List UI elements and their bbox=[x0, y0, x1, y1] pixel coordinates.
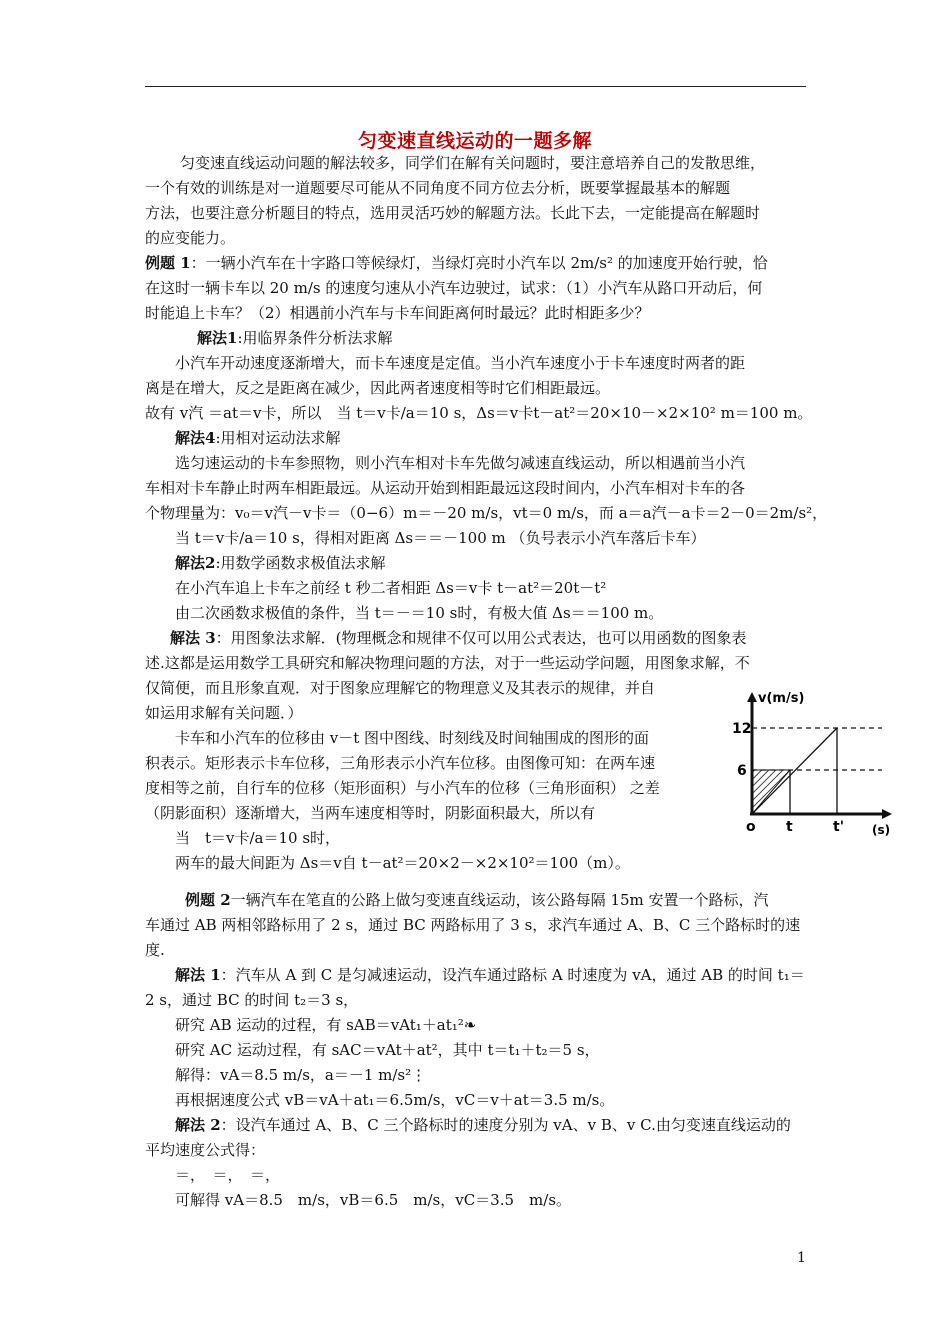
method-4-line: 选匀速运动的卡车参照物，则小汽车相对卡车先做匀减速直线运动，所以相遇前当小汽 bbox=[175, 454, 746, 472]
method-3-line: 两车的最大间距为 Δs＝v自 t－at²＝20×2－×2×10²＝100（m）。 bbox=[175, 854, 630, 872]
intro-line: 匀变速直线运动问题的解法较多，同学们在解有关问题时，要注意培养自己的发散思维， bbox=[180, 154, 766, 172]
ex2-method-1-line: 研究 AC 运动过程，有 sAC＝vAt＋at²，其中 t＝t₁＋t₂＝5 s， bbox=[175, 1041, 600, 1059]
method-1-line: 故有 v汽 ＝at＝v卡，所以 当 t＝v卡/a＝10 s，Δs＝v卡t－at²＝20×10－×2×10² m＝100 m。 bbox=[145, 404, 813, 422]
document-title: 匀变速直线运动的一题多解 bbox=[357, 130, 592, 152]
ex2-method-2-line: 可解得 vA＝8.5 m/s，vB＝6.5 m/s，vC＝3.5 m/s。 bbox=[175, 1191, 572, 1209]
example-1-line: 在这时一辆卡车以 20 m/s 的速度匀速从小汽车边驶过，试求：（1）小汽车从路口开动后，何 bbox=[145, 279, 763, 297]
x-tick-label: t bbox=[786, 819, 793, 835]
ex2-method-1-line: 解得：vA＝8.5 m/s，a＝－1 m/s²⋮ bbox=[175, 1066, 427, 1084]
method-3-line: （阴影面积）逐渐增大，当两车速度相等时，阴影面积最大，所以有 bbox=[145, 804, 596, 822]
ex2-method-2-line: ＝， ＝， ＝， bbox=[175, 1166, 281, 1184]
method-3-line: 如运用求解有关问题．） bbox=[145, 704, 303, 722]
ex2-method-2-line: 解法 2：设汽车通过 A、B、C 三个路标时的速度分别为 vA、v B、v C.由匀变速直线运动的 bbox=[175, 1116, 791, 1134]
x-tick-label: t' bbox=[833, 819, 844, 835]
velocity-time-graph bbox=[732, 686, 902, 836]
ex2-method-1-line: 2 s，通过 BC 的时间 t₂＝3 s， bbox=[145, 991, 359, 1009]
method-2-heading: 解法2:用数学函数求极值法求解 bbox=[175, 554, 386, 572]
method-3-line: 度相等之前，自行车的位移（矩形面积）与小汽车的位移（三角形面积） 之差 bbox=[145, 779, 660, 797]
example-1-line: 时能追上卡车？（2）相遇前小汽车与卡车间距离何时最远？此时相距多少？ bbox=[145, 304, 650, 322]
method-3-line: 述.这都是运用数学工具研究和解决物理问题的方法，对于一些运动学问题，用图象求解，不 bbox=[145, 654, 750, 672]
y-axis-label: v(m/s) bbox=[758, 691, 805, 706]
ex2-method-1-line: 研究 AB 运动的过程，有 sAB＝vAt₁＋at₁²❧ bbox=[175, 1016, 477, 1034]
ex2-method-2-line: 平均速度公式得： bbox=[145, 1141, 266, 1159]
method-3-line: 仅简便，而且形象直观．对于图象应理解它的物理意义及其表示的规律，并自 bbox=[145, 679, 656, 697]
x-axis-arrow bbox=[882, 809, 892, 819]
intro-line: 方法，也要注意分析题目的特点，选用灵活巧妙的解题方法。长此下去，一定能提高在解题时 bbox=[145, 204, 761, 222]
x-axis-label: (s) bbox=[872, 823, 891, 836]
method-4-heading: 解法4:用相对运动法求解 bbox=[175, 429, 341, 447]
ex2-method-1-line: 解法 1：汽车从 A 到 C 是匀减速运动，设汽车通过路标 A 时速度为 vA，通过 AB 的时间 t₁＝ bbox=[175, 966, 805, 984]
intro-line: 的应变能力。 bbox=[145, 229, 236, 247]
example-2-line: 度. bbox=[145, 941, 165, 959]
intro-line: 一个有效的训练是对一道题要尽可能从不同角度不同方位去分析，既要掌握最基本的解题 bbox=[145, 179, 731, 197]
method-1-heading: 解法1:用临界条件分析法求解 bbox=[197, 329, 393, 347]
y-axis-arrow bbox=[747, 692, 757, 702]
method-4-line: 个物理量为：v₀＝v汽－v卡＝（0−6）m＝－20 m/s，vt＝0 m/s，而 a＝a汽－a卡＝2－0＝2m/s²， bbox=[145, 504, 828, 522]
method-1-line: 小汽车开动速度逐渐增大，而卡车速度是定值。当小汽车速度小于卡车速度时两者的距 bbox=[175, 354, 746, 372]
example-2-line: 例题 2一辆汽车在笔直的公路上做匀变速直线运动，该公路每隔 15m 安置一个路标，汽 bbox=[185, 891, 769, 909]
x-tick-label: o bbox=[746, 819, 756, 835]
example-1-line: 例题 1：一辆小汽车在十字路口等候绿灯，当绿灯亮时小汽车以 2m/s² 的加速度开始行驶，恰 bbox=[145, 254, 768, 272]
method-1-line: 离是在增大，反之是距离在减少，因此两者速度相等时它们相距最远。 bbox=[145, 379, 611, 397]
method-3-line: 当 t＝v卡/a＝10 s时， bbox=[175, 829, 341, 847]
method-3-line: 积表示。矩形表示卡车位移，三角形表示小汽车位移。由图像可知：在两车速 bbox=[145, 754, 656, 772]
page-number: 1 bbox=[797, 1250, 806, 1266]
method-4-line: 车相对卡车静止时两车相距最远。从运动开始到相距最远这段时间内，小汽车相对卡车的各 bbox=[145, 479, 746, 497]
method-2-line: 在小汽车追上卡车之前经 t 秒二者相距 Δs＝v卡 t－at²＝20t－t² bbox=[175, 579, 607, 597]
method-4-line: 当 t＝v卡/a＝10 s，得相对距离 Δs＝＝－100 m （负号表示小汽车落后卡车） bbox=[175, 529, 706, 547]
y-tick-label: 6 bbox=[737, 763, 747, 779]
method-3-line: 卡车和小汽车的位移由 v－t 图中图线、时刻线及时间轴围成的图形的面 bbox=[175, 729, 650, 747]
example-2-line: 车通过 AB 两相邻路标用了 2 s，通过 BC 两路标用了 3 s，求汽车通过 A、B、C 三个路标时的速 bbox=[145, 916, 801, 934]
ex2-method-1-line: 再根据速度公式 vB＝vA＋at₁＝6.5m/s，vC＝v＋at＝3.5 m/s。 bbox=[175, 1091, 615, 1109]
method-3-heading: 解法 3：用图象法求解．(物理概念和规律不仅可以用公式表达，也可以用函数的图象表 bbox=[170, 629, 747, 647]
method-2-line: 由二次函数求极值的条件，当 t＝－＝10 s时，有极大值 Δs＝＝100 m。 bbox=[175, 604, 664, 622]
example-1-label: 例题 1 bbox=[145, 254, 191, 272]
example-2-label: 例题 2 bbox=[185, 891, 231, 909]
y-tick-label: 12 bbox=[732, 721, 752, 737]
header-rule bbox=[145, 86, 806, 87]
